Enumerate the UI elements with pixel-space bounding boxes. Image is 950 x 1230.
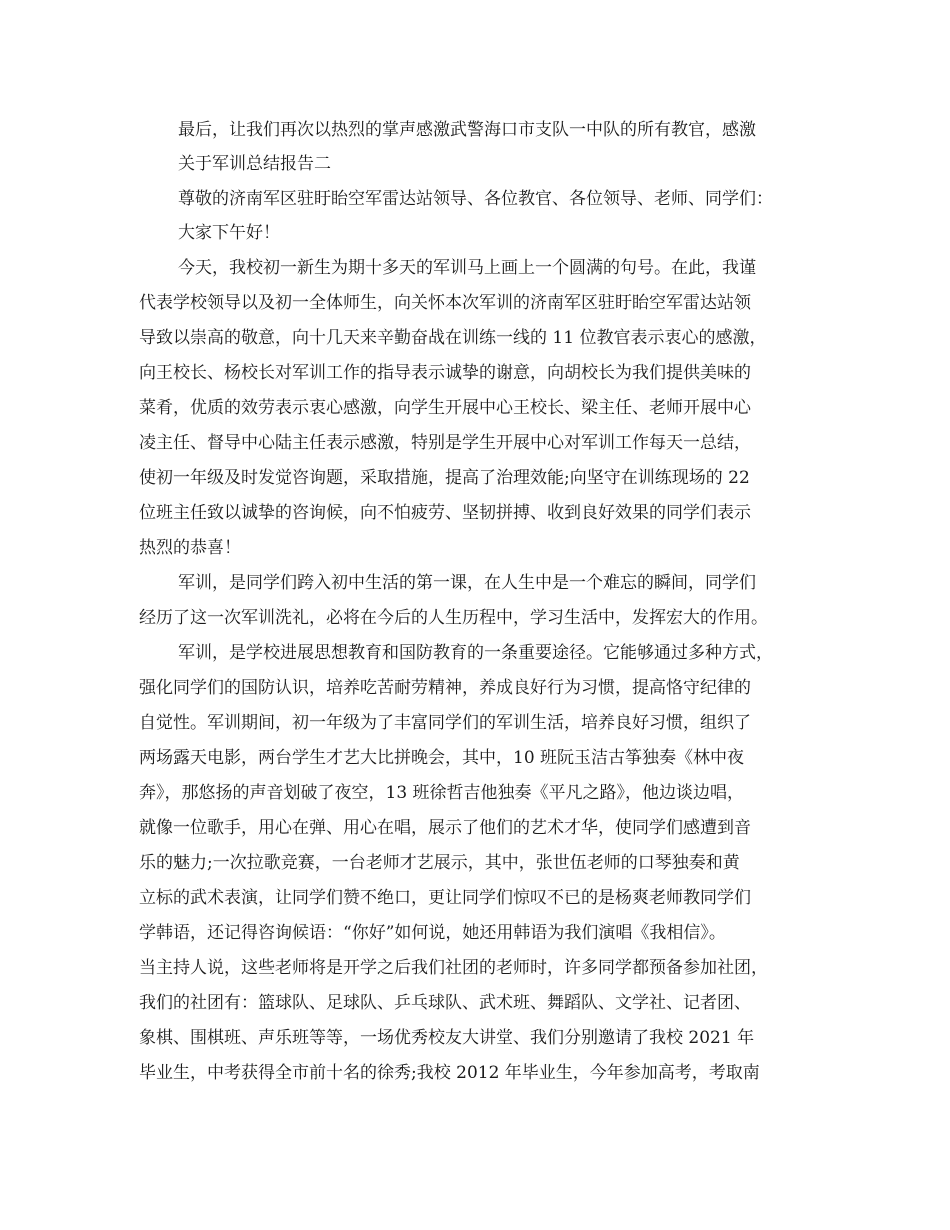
text-line: 军训，是同学们跨入初中生活的第一课，在人生中是一个难忘的瞬间，同学们 [178, 573, 756, 593]
text-line: 位班主任致以诚挚的咨询候，向不怕疲劳、坚韧拼搏、收到良好效果的同学们表示 [139, 503, 751, 523]
text-line: 热烈的恭喜！ [139, 538, 241, 558]
text-line: 象棋、围棋班、声乐班等等，一场优秀校友大讲堂、我们分别邀请了我校 2021 年 [139, 1028, 755, 1048]
salutation-line: 尊敬的济南军区驻盱眙空军雷达站领导、各位教官、各位领导、老师、同学们： [178, 189, 773, 209]
text-line: 向王校长、杨校长对军训工作的指导表示诚挚的谢意，向胡校长为我们提供美味的 [139, 363, 751, 383]
text-line: 乐的魅力;一次拉歌竞赛，一台老师才艺展示，其中，张世伍老师的口琴独奏和黄 [139, 853, 740, 873]
section-title: 关于军训总结报告二 [178, 154, 331, 174]
text-line: 奔》，那悠扬的声音划破了夜空，13 班徐哲吉他独奏《平凡之路》，他边谈边唱， [139, 783, 745, 803]
text-line: 就像一位歌手，用心在弹、用心在唱，展示了他们的艺术才华，使同学们感遭到音 [139, 818, 751, 838]
text-line: 今天，我校初一新生为期十多天的军训马上画上一个圆满的句号。在此，我谨 [178, 258, 756, 278]
text-line: 军训，是学校进展思想教育和国防教育的一条重要途径。它能够通过多种方式， [178, 643, 773, 663]
text-line: 我们的社团有：篮球队、足球队、乒乓球队、武术班、舞蹈队、文学社、记者团、 [139, 993, 751, 1013]
text-line: 毕业生，中考获得全市前十名的徐秀;我校 2012 年毕业生，今年参加高考，考取南 [139, 1063, 760, 1083]
text-line: 凌主任、督导中心陆主任表示感激，特别是学生开展中心对军训工作每天一总结， [139, 433, 751, 453]
text-line: 经历了这一次军训洗礼，必将在今后的人生历程中，学习生活中，发挥宏大的作用。 [139, 608, 768, 628]
text-line: 菜肴，优质的效劳表示衷心感激，向学生开展中心王校长、梁主任、老师开展中心 [139, 398, 751, 418]
text-line: 导致以崇高的敬意，向十几天来辛勤奋战在训练一线的 11 位教官表示衷心的感激， [139, 328, 767, 348]
text-line: 立标的武术表演，让同学们赞不绝口，更让同学们惊叹不已的是杨爽老师教同学们 [139, 888, 751, 908]
text-line: 最后，让我们再次以热烈的掌声感激武警海口市支队一中队的所有教官，感激 [178, 120, 756, 140]
text-line: 当主持人说，这些老师将是开学之后我们社团的老师时，许多同学都预备参加社团， [139, 958, 768, 978]
text-line: 强化同学们的国防认识，培养吃苦耐劳精神，养成良好行为习惯，提高恪守纪律的 [139, 678, 751, 698]
greeting-line: 大家下午好！ [178, 223, 280, 243]
text-line: 自觉性。军训期间，初一年级为了丰富同学们的军训生活，培养良好习惯，组织了 [139, 713, 751, 733]
text-line: 两场露天电影，两台学生才艺大比拼晚会，其中，10 班阮玉洁古筝独奏《林中夜 [139, 748, 745, 768]
text-line: 使初一年级及时发觉咨询题，采取措施，提高了治理效能;向坚守在训练现场的 22 [139, 468, 750, 488]
text-line: 学韩语，还记得咨询候语：“你好”如何说，她还用韩语为我们演唱《我相信》。 [139, 923, 726, 943]
text-line: 代表学校领导以及初一全体师生，向关怀本次军训的济南军区驻盱眙空军雷达站领 [139, 293, 751, 313]
